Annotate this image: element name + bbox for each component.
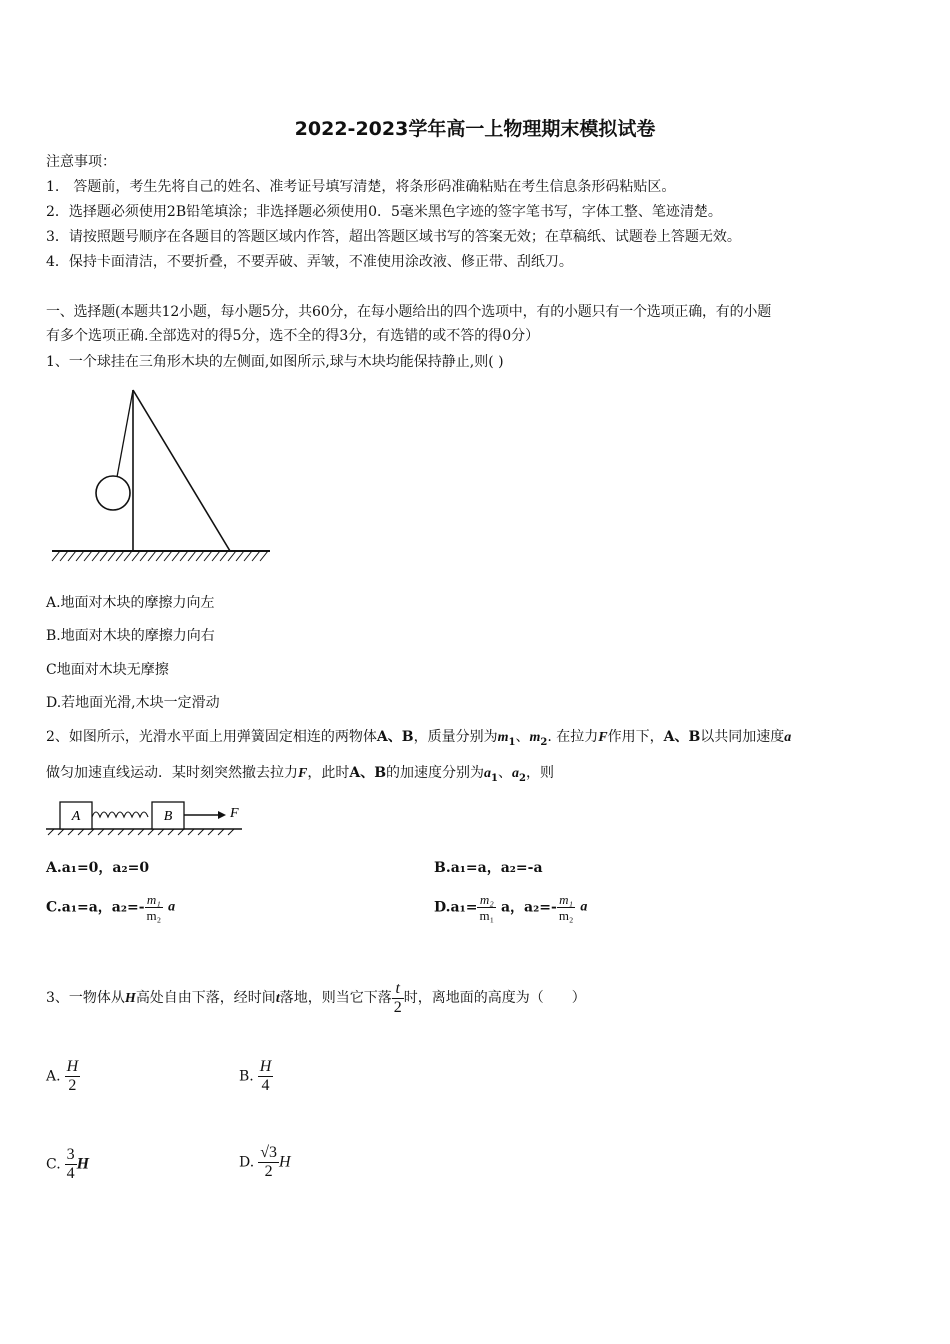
q1-option-d[interactable]: D.若地面光滑,木块一定滑动	[46, 695, 220, 711]
q2-figure-label-a: A	[71, 809, 81, 824]
q3-option-d[interactable]: D. $\frac{√3}{2}$ H	[239, 1144, 291, 1180]
q3-option-a[interactable]: A. $\frac{H}{2}$	[46, 1058, 79, 1094]
question-2-stem-cont: 做匀加速直线运动．某时刻突然撤去拉力F，此时A、B的加速度分别为$a_1$、$a_2$，则	[46, 765, 554, 784]
q2-figure-label-f: F	[230, 806, 239, 821]
q3-option-b[interactable]: B. $\frac{H}{4}$	[239, 1058, 272, 1094]
q2-option-b[interactable]: B.a₁=a，a₂=-a	[434, 860, 543, 876]
notice-item: 2．选择题必须使用2B铅笔填涂；非选择题必须使用0．5毫米黑色字迹的签字笔书写，字体工整、笔迹清楚。	[46, 204, 722, 220]
q1-figure	[46, 385, 276, 565]
question-3-stem: 3、一物体从H高处自由下落，经时间t落地，则当它下落 $\frac{t}{2}$ 时，离地面的高度为（ ）	[46, 979, 586, 1016]
notice-item: 1. 答题前，考生先将自己的姓名、准考证号填写清楚，将条形码准确粘贴在考生信息条形码粘贴区。	[46, 179, 676, 195]
q1-option-a[interactable]: A.地面对木块的摩擦力向左	[46, 595, 215, 611]
section-heading: 一、选择题(本题共12小题，每小题5分，共60分，在每小题给出的四个选项中，有的小题只有一个选项正确，有的小题	[46, 304, 771, 320]
q2-figure	[44, 795, 254, 840]
q1-option-c[interactable]: C地面对木块无摩擦	[46, 662, 169, 678]
q3-option-c[interactable]: C. $\frac{3}{4}$ H	[46, 1146, 90, 1182]
page-title: 2022-2023学年高一上物理期末模拟试卷	[294, 118, 656, 140]
q2-figure-label-b: B	[163, 809, 173, 824]
q2-option-d[interactable]: D.a₁= $\frac{\text{m₂}}{\text{m₁}}$ a，a₂=- $\frac{\text{m₁}}{\text{m₂}}$ a	[434, 892, 588, 923]
notice-heading: 注意事项：	[46, 154, 116, 170]
section-heading-cont: 有多个选项正确.全部选对的得5分，选不全的得3分，有选错的或不答的得0分）	[46, 328, 540, 344]
notice-item: 3．请按照题号顺序在各题目的答题区域内作答，超出答题区域书写的答案无效；在草稿纸、试题卷上答题无效。	[46, 229, 741, 245]
question-1-stem: 1、一个球挂在三角形木块的左侧面,如图所示,球与木块均能保持静止,则( )	[46, 354, 504, 370]
q2-option-a[interactable]: A.a₁=0，a₂=0	[46, 860, 150, 876]
q2-option-c[interactable]: C.a₁=a，a₂=- $\frac{\text{m₁}}{\text{m₂}}$ a	[46, 892, 176, 923]
notice-item: 4．保持卡面清洁，不要折叠，不要弄破、弄皱，不准使用涂改液、修正带、刮纸刀。	[46, 254, 573, 270]
question-2-stem: 2、如图所示，光滑水平面上用弹簧固定相连的两物体A、B，质量分别为$m_1$、$m_2$. 在拉力F作用下，A、B以共同加速度a	[46, 729, 792, 748]
q1-option-b[interactable]: B.地面对木块的摩擦力向右	[46, 628, 215, 644]
